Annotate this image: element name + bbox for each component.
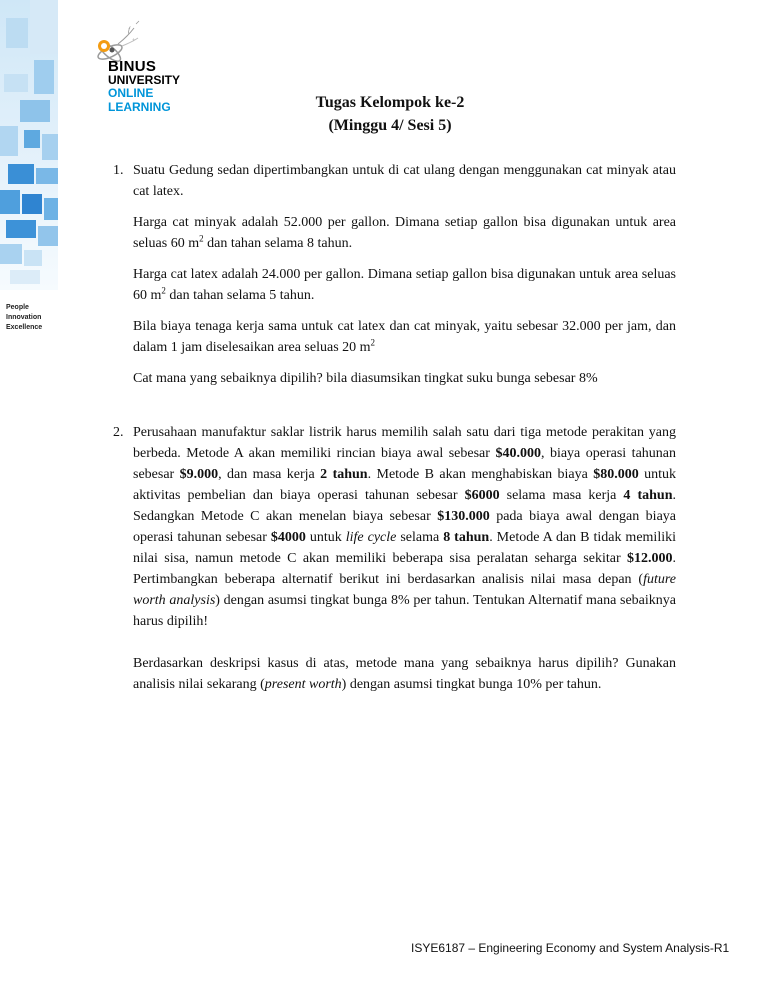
question-2-number: 2. — [113, 425, 124, 440]
question-1-latex-paint: Harga cat latex adalah 24.000 per gallon. Dimana setiap gallon bisa digunakan untuk area seluas 60 $m^2$ dan tahan selama 5 tahun. — [133, 267, 676, 303]
logo-line-binus: BINUS — [108, 58, 157, 75]
svg-text:f: f — [128, 26, 130, 34]
logo-line-university: UNIVERSITY — [108, 72, 181, 87]
tagline-line: Innovation — [6, 314, 42, 321]
page-footer: ISYE6187 – Engineering Economy and System Analysis-R1 — [411, 941, 730, 955]
question-1-oil-paint: Harga cat minyak adalah 52.000 per gallon. Dimana setiap gallon bisa digunakan untuk area seluas 60 $m^2$ dan tahan selama 8 tahun. — [133, 215, 676, 251]
logo-line-online: ONLINE — [108, 86, 154, 100]
tagline-line: People — [6, 304, 29, 311]
question-1-labor: Bila biaya tenaga kerja sama untuk cat latex dan cat minyak, yaitu sebesar 32.000 per jam, dan dalam 1 jam diselesaikan area seluas 20 $m^2$ — [133, 319, 676, 355]
logo-line-learning: LEARNING — [108, 99, 171, 114]
question-1-intro: Suatu Gedung sedan dipertimbangkan untuk di cat ulang dengan menggunakan cat minyak atau cat latex. — [133, 163, 676, 199]
decorative-side-strip — [0, 0, 58, 290]
question-2-body: Perusahaan manufaktur saklar listrik harus memilih salah satu dari tiga metode perakitan yang berbeda. Metode A akan memiliki rincian biaya awal sebesar $40.000, biaya operasi tahunan sebesar $9.000, dan masa kerja 2 tahun. Metode B akan menghabiskan biaya $80.000 untuk aktivitas pembelian dan biaya operasi tahunan sebesar $6000 selama masa kerja 4 tahun. Sedangkan Metode C akan menelan biaya sebesar $130.000 pada biaya awal dengan biaya operasi tahunan sebesar $4000 untuk life cycle selama 8 tahun. Metode A dan B tidak memiliki nilai sisa, namun metode C akan memiliki beberapa sisa peralatan seharga sekitar $12.000. Pertimbangkan beberapa alternatif berikut ini berdasarkan analisis nilai masa depan (future worth analysis) dengan asumsi tingkat bunga 8% per tahun. Tentukan Alternatif mana sebaiknya harus dipilih! — [133, 425, 677, 629]
svg-text:+: + — [132, 38, 136, 44]
tagline-line: Excellence — [6, 324, 43, 331]
brand-logo-text — [108, 60, 180, 114]
page-subtitle: (Minggu 4/ Sesi 5) — [328, 117, 452, 134]
page-title: Tugas Kelompok ke-2 — [315, 94, 465, 111]
question-1-question: Cat mana yang sebaiknya dipilih? bila diasumsikan tingkat suku bunga sebesar 8% — [133, 371, 598, 386]
brand-tagline — [6, 303, 42, 333]
question-1-number: 1. — [113, 163, 124, 178]
question-2-followup: Berdasarkan deskripsi kasus di atas, metode mana yang sebaiknya harus dipilih? Gunakan analisis nilai sekarang (present worth) dengan asumsi tingkat bunga 10% per tahun. — [133, 656, 676, 692]
